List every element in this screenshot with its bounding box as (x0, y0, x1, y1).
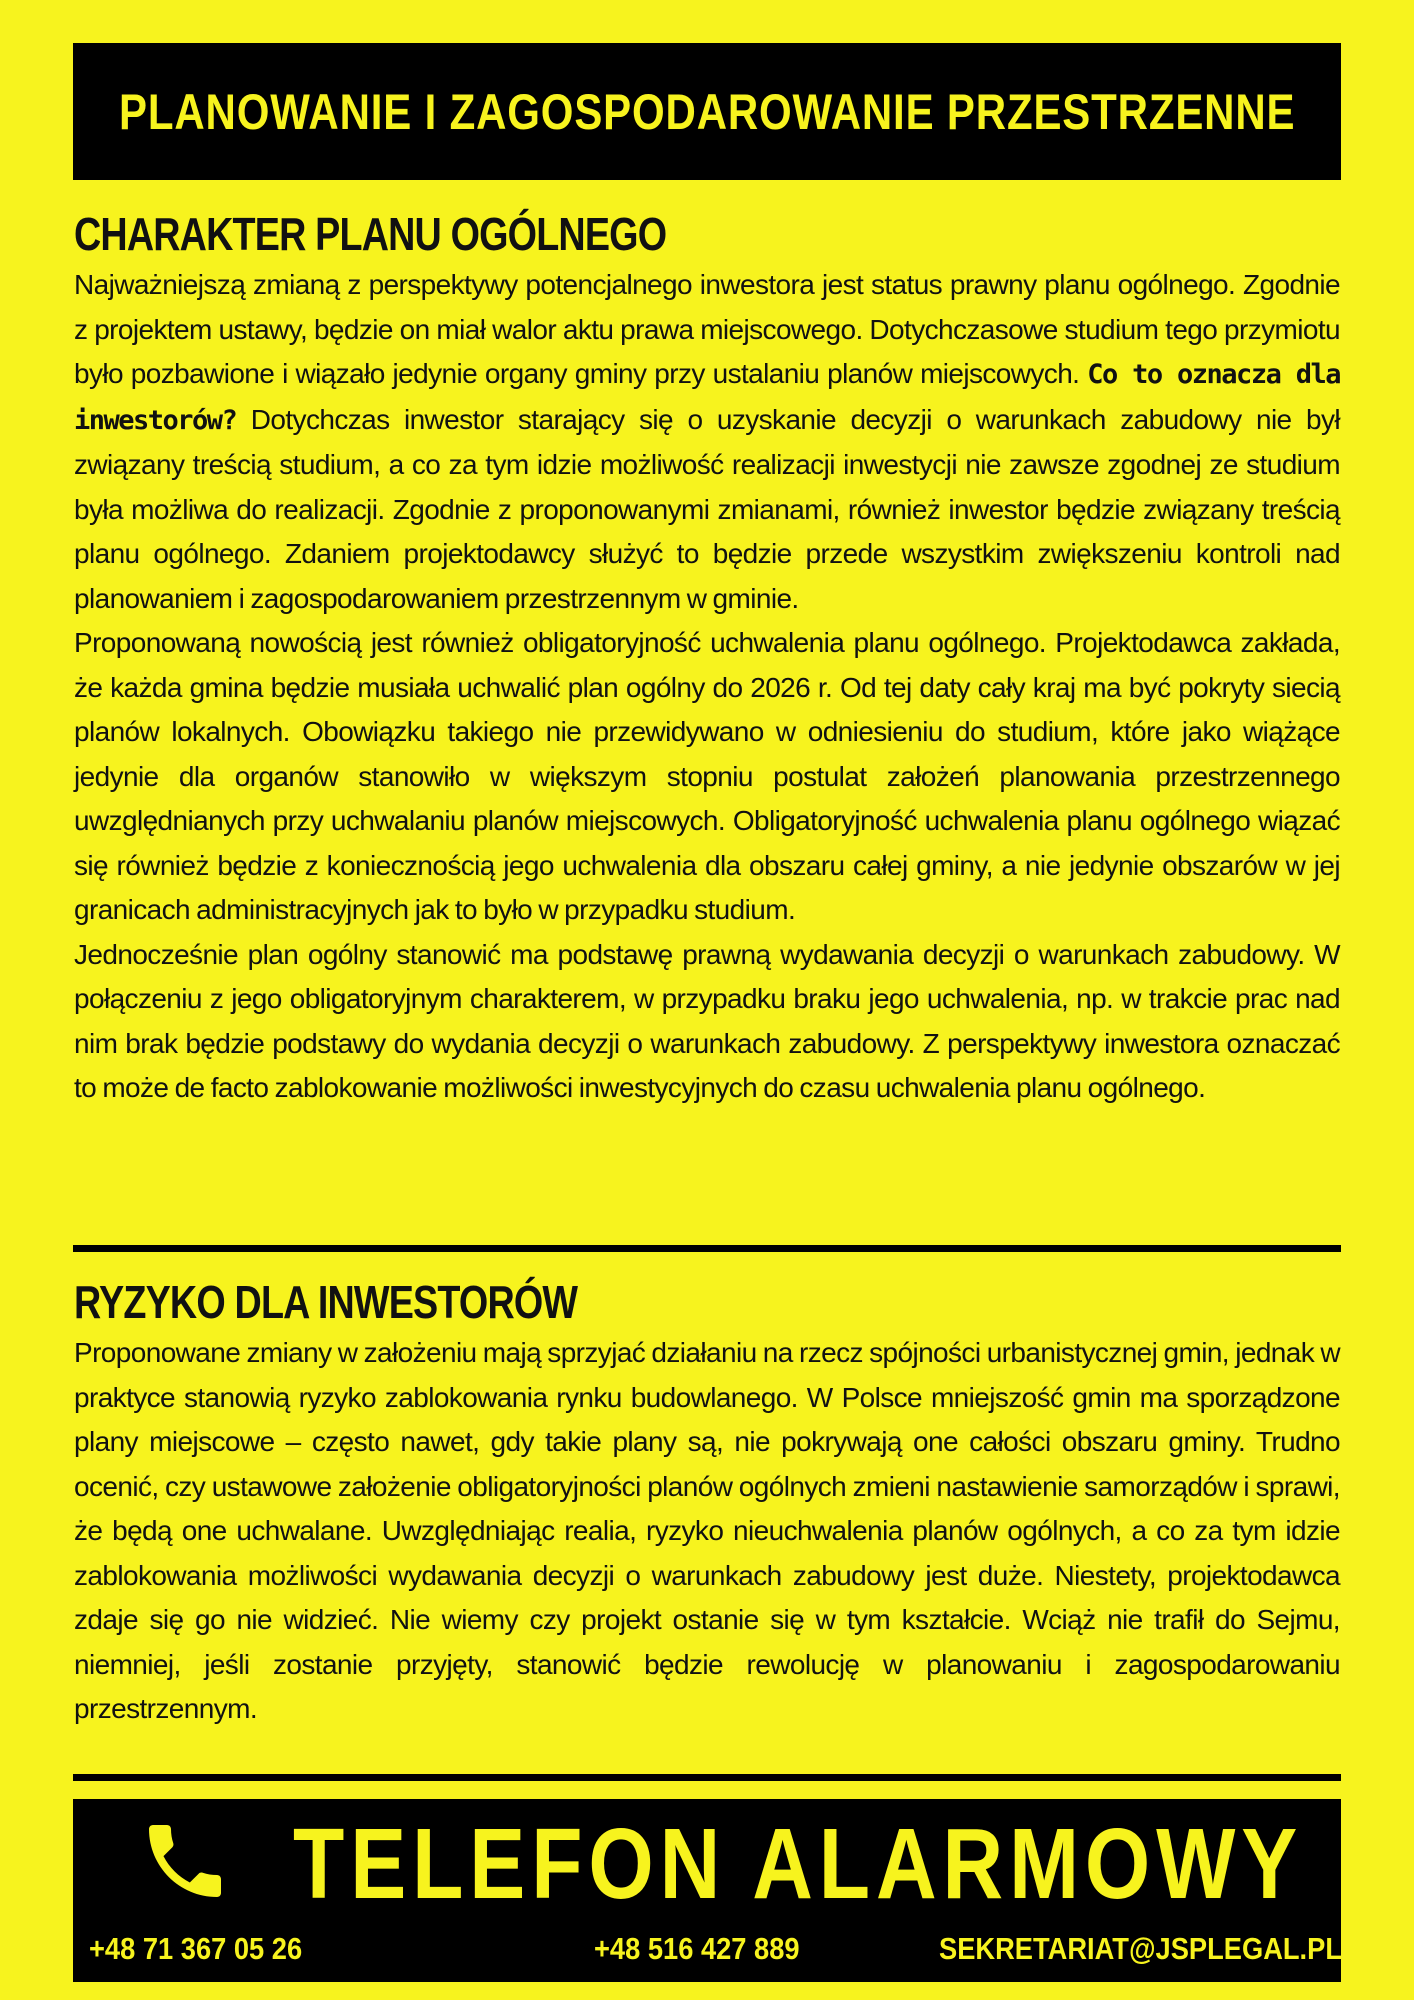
title-bar (73, 43, 1341, 180)
section-heading: CHARAKTER PLANU OGÓLNEGO (74, 208, 667, 260)
page-title: PLANOWANIE I ZAGOSPODAROWANIE PRZESTRZENNE (118, 83, 1296, 140)
divider (73, 1245, 1341, 1252)
phone-number-1[interactable]: +48 71 367 05 26 (89, 1931, 303, 1966)
phone-number-2[interactable]: +48 516 427 889 (594, 1931, 800, 1966)
paragraph-text: Najważniejszą zmianą z perspektywy potencjalnego inwestora jest status prawny planu ogólnego. Zgodnie z projektem ustawy, będzie on miał walor aktu prawa miejscowego. Dotychczasowe studium tego przymiotu było pozbawione i wiązało jedynie organy gminy przy ustalaniu planów miejscowych. (74, 269, 1340, 389)
emergency-phone-footer (73, 1799, 1341, 1982)
phone-icon (137, 1813, 233, 1909)
paragraph: Proponowaną nowością jest również obligatoryjność uchwalenia planu ogólnego. Projektodawca zakłada, że każda gmina będzie musiała uchwalić plan ogólny do 2026 r. Od tej daty cały kraj ma być pokryty siecią planów lokalnych. Obowiązku takiego nie przewidywano w odniesieniu do studium, które jako wiążące jedynie dla organów stanowiło w większym stopniu postulat założeń planowania przestrzennego uwzględnianych przy uchwalaniu planów miejscowych. Obligatoryjność uchwalenia planu ogólnego wiązać się również będzie z koniecznością jego uchwalenia dla obszaru całej gminy, a nie jedynie obszarów w jej granicach administracyjnych jak to było w przypadku studium. (74, 627, 1340, 925)
paragraph: Jednocześnie plan ogólny stanowić ma podstawę prawną wydawania decyzji o warunkach zabudowy. W połączeniu z jego obligatoryjnym charakterem, w przypadku braku jego uchwalenia, np. w trakcie prac nad nim brak będzie podstawy do wydania decyzji o warunkach zabudowy. Z perspektywy inwestora oznaczać to może de facto zablokowanie możliwości inwestycyjnych do czasu uchwalenia planu ogólnego. (74, 938, 1340, 1103)
paragraph: Proponowane zmiany w założeniu mają sprzyjać działaniu na rzecz spójności urbanistycznej gmin, jednak w praktyce stanowią ryzyko zablokowania rynku budowlanego. W Polsce mniejszość gmin ma sporządzone plany miejscowe – często nawet, gdy takie plany są, nie pokrywają one całości obszaru gminy. Trudno ocenić, czy ustawowe założenie obligatoryjności planów ogólnych zmieni nastawienie samorządów i sprawi, że będą one uchwalane. Uwzględniając realia, ryzyko nieuchwalenia planów ogólnych, a co za tym idzie zablokowania możliwości wydawania decyzji o warunkach zabudowy jest duże. Niestety, projektodawca zdaje się go nie widzieć. Nie wiemy czy projekt ostanie się w tym kształcie. Wciąż nie trafił do Sejmu, niemniej, jeśli zostanie przyjęty, stanowić będzie rewolucję w planowaniu i zagospodarowaniu przestrzennym. (74, 1337, 1340, 1724)
email-address[interactable]: SEKRETARIAT@JSPLEGAL.PL (939, 1931, 1342, 1966)
section-investor-risk (74, 1273, 1340, 1732)
bold-question: Co to oznacza dla inwestorów? (74, 359, 1340, 436)
divider (73, 1774, 1341, 1781)
footer-title: TELEFON ALARMOWY (293, 1808, 1304, 1920)
section-heading: RYZYKO DLA INWESTORÓW (74, 1276, 578, 1328)
paragraph-text: Dotychczas inwestor starający się o uzyskanie decyzji o warunkach zabudowy nie był związany treścią studium, a co za tym idzie możliwość realizacji inwestycji nie zawsze zgodnej ze studium była możliwa do realizacji. Zgodnie z proponowanymi zmianami, również inwestor będzie związany treścią planu ogólnego. Zdaniem projektodawcy służyć to będzie przede wszystkim zwiększeniu kontroli nad planowaniem i zagospodarowaniem przestrzennym w gminie. (74, 403, 1340, 614)
section-plan-character (74, 205, 1340, 1111)
paragraph (74, 263, 1340, 621)
